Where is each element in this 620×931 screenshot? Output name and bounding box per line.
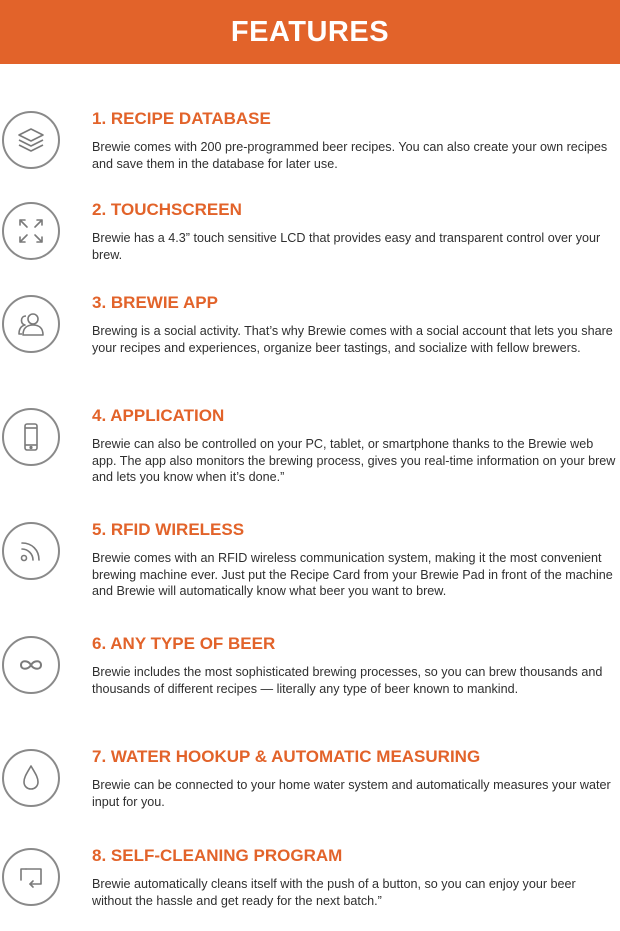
feature-title: 6. ANY TYPE OF BEER xyxy=(92,634,276,653)
features-banner xyxy=(0,0,620,64)
feature-title: 2. TOUCHSCREEN xyxy=(92,200,242,219)
feature-description: Brewie includes the most sophisticated brewing processes, so you can brew thousands and thousands of different recipes — literally any type of beer known to mankind. xyxy=(92,665,603,696)
smartphone-icon xyxy=(2,408,60,466)
feature-title: 7. WATER HOOKUP & AUTOMATIC MEASURING xyxy=(92,747,481,766)
feature-description: Brewie comes with an RFID wireless communication system, making it the most convenient brewing machine ever. Just put the Recipe Card from your Brewie Pad in front of the machine and Brewie will automatically know what beer you want to brew. xyxy=(92,551,613,598)
page-title: FEATURES xyxy=(230,15,390,48)
feature-description: Brewie can be connected to your home water system and automatically measures your water input for you. xyxy=(92,778,611,809)
feature-title: 8. SELF-CLEANING PROGRAM xyxy=(92,846,343,865)
feature-title: 1. RECIPE DATABASE xyxy=(92,109,271,128)
feature-title: 3. BREWIE APP xyxy=(92,293,218,312)
feature-title: 5. RFID WIRELESS xyxy=(92,520,245,539)
feature-description: Brewie has a 4.3” touch sensitive LCD that provides easy and transparent control over your brew. xyxy=(92,231,601,262)
layers-icon xyxy=(2,111,60,169)
wireless-signal-icon xyxy=(2,522,60,580)
infinity-icon xyxy=(2,636,60,694)
feature-description: Brewie can also be controlled on your PC, tablet, or smartphone thanks to the Brewie web app. The app also monitors the brewing process, gives you real-time information on your brew and lets you know when it’s done.” xyxy=(92,437,616,484)
feature-title: 4. APPLICATION xyxy=(92,406,225,425)
screen-return-icon xyxy=(2,848,60,906)
feature-description: Brewie automatically cleans itself with the push of a button, so you can enjoy your beer without the hassle and get ready for the next batch.” xyxy=(92,877,576,908)
feature-description: Brewie comes with 200 pre-programmed beer recipes. You can also create your own recipes and save them in the database for later use. xyxy=(92,140,608,171)
water-drop-icon xyxy=(2,749,60,807)
users-icon xyxy=(2,295,60,353)
expand-arrows-icon xyxy=(2,202,60,260)
feature-description: Brewing is a social activity. That’s why Brewie comes with a social account that lets you share your recipes and experiences, organize beer tastings, and socialize with fellow brewers. xyxy=(92,324,613,355)
